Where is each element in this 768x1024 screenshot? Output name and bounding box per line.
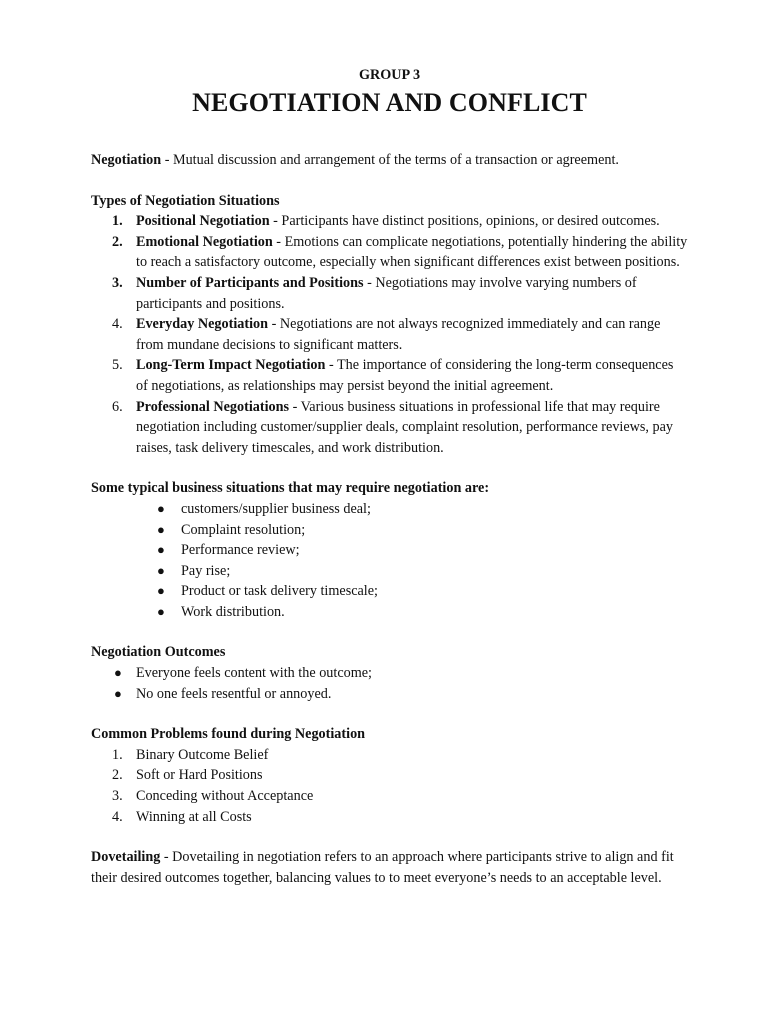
list-item: [91, 684, 688, 705]
item-term: Positional Negotiation: [136, 213, 270, 230]
negotiation-definition: [91, 150, 688, 171]
bullet-icon: ●: [157, 500, 165, 516]
item-text: No one feels resentful or annoyed.: [136, 685, 332, 702]
item-text: - Participants have distinct positions, opinions, or desired outcomes.: [269, 213, 660, 230]
item-text: Product or task delivery timescale;: [181, 583, 378, 600]
list-number: 2.: [112, 767, 123, 784]
item-text: Complaint resolution;: [181, 521, 306, 538]
item-term: Number of Participants and Positions: [136, 274, 364, 291]
problems-heading: Common Problems found during Negotiation: [91, 726, 366, 743]
problems-section: [91, 724, 688, 827]
definition-text: - Mutual discussion and arrangement of the terms of a transaction or agreement.: [161, 152, 619, 168]
list-number: 1.: [112, 746, 123, 763]
outcomes-heading: Negotiation Outcomes: [91, 644, 226, 661]
bullet-icon: ●: [157, 603, 165, 619]
list-number: 1.: [112, 213, 123, 230]
item-text: Everyone feels content with the outcome;: [136, 665, 372, 682]
list-number: 2.: [112, 233, 123, 250]
bullet-icon: ●: [157, 521, 165, 537]
item-text: Work distribution.: [181, 603, 285, 620]
item-term: Emotional Negotiation: [136, 233, 273, 250]
item-text: - Negotiations are not always recognized immediately and can range from mundane decisions to significant matters.: [136, 316, 661, 353]
item-text: Winning at all Costs: [136, 808, 252, 825]
list-item: [91, 765, 688, 786]
item-text: customers/supplier business deal;: [181, 500, 371, 517]
bullet-icon: ●: [157, 562, 165, 578]
list-number: 6.: [112, 398, 123, 415]
list-item: [91, 232, 688, 273]
types-list: [91, 211, 688, 458]
list-number: 4.: [112, 808, 123, 825]
bullet-icon: ●: [157, 542, 165, 558]
list-item: [91, 807, 688, 828]
business-list: [91, 499, 688, 623]
dovetailing-term: Dovetailing: [91, 849, 161, 866]
bullet-icon: ●: [157, 583, 165, 599]
list-item: [91, 355, 688, 396]
list-item: [91, 561, 688, 582]
definition-term: Negotiation: [91, 152, 162, 168]
document-title: NEGOTIATION AND CONFLICT: [192, 88, 587, 117]
list-item: [91, 786, 688, 807]
item-text: Binary Outcome Belief: [136, 746, 269, 763]
list-item: [91, 663, 688, 684]
item-text: - Negotiations may involve varying numbers of participants and positions.: [136, 274, 637, 312]
item-term: Professional Negotiations: [136, 398, 290, 415]
list-item: [91, 602, 688, 623]
dovetailing-text: - Dovetailing in negotiation refers to an approach where participants strive to align and fit their desired outcomes together, balancing values to to meet everyone’s needs to an acceptable level.: [91, 849, 674, 886]
item-text: Soft or Hard Positions: [136, 767, 263, 784]
group-label: GROUP 3: [358, 67, 421, 83]
list-number: 3.: [112, 788, 123, 805]
outcomes-list: [91, 663, 688, 704]
types-section: [91, 191, 688, 459]
list-item: [91, 540, 688, 561]
list-item: [91, 273, 688, 314]
item-term: Everyday Negotiation: [136, 316, 269, 333]
list-item: [91, 745, 688, 766]
item-text: - The importance of considering the long-term consequences of negotiations, as relationships may persist beyond the initial agreement.: [136, 357, 674, 394]
problems-list: [91, 745, 688, 827]
item-text: - Emotions can complicate negotiations, potentially hindering the ability to reach a satisfactory outcome, especially when significant differences exist between positions.: [136, 233, 688, 271]
list-item: [91, 520, 688, 541]
dovetailing-definition: [91, 847, 688, 888]
bullet-icon: ●: [114, 665, 122, 681]
bullet-icon: ●: [114, 685, 122, 701]
outcomes-section: [91, 642, 688, 704]
list-item: [91, 314, 688, 355]
business-section: [91, 478, 688, 622]
item-text: - Various business situations in professional life that may require negotiation including customer/supplier deals, complaint resolution, performance reviews, pay raises, task delivery timescales, and work distribution.: [136, 398, 674, 456]
list-number: 5.: [112, 357, 123, 374]
types-heading: Types of Negotiation Situations: [91, 192, 280, 209]
business-heading: Some typical business situations that may require negotiation are:: [91, 480, 490, 497]
item-text: Conceding without Acceptance: [136, 788, 314, 805]
list-item: [91, 397, 688, 459]
list-number: 3.: [112, 274, 123, 291]
list-number: 4.: [112, 316, 123, 333]
list-item: [91, 581, 688, 602]
list-item: [91, 211, 688, 232]
item-text: Pay rise;: [181, 562, 231, 579]
list-item: [91, 499, 688, 520]
item-term: Long-Term Impact Negotiation: [136, 357, 326, 374]
item-text: Performance review;: [181, 542, 300, 559]
